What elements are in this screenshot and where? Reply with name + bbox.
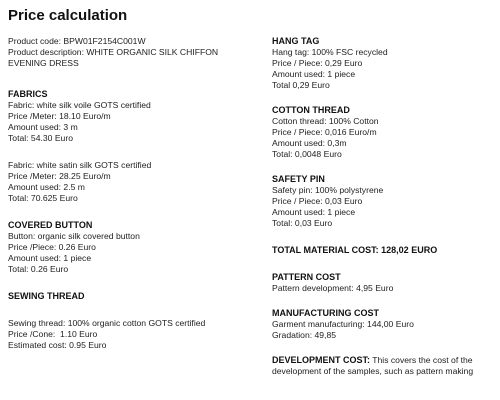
page-title: Price calculation	[8, 7, 128, 24]
covered-button-heading: COVERED BUTTON	[8, 220, 93, 230]
fabric-amount: Amount used: 2.5 m	[8, 182, 85, 192]
safety-pin-name: Safety pin: 100% polystyrene	[272, 185, 384, 195]
fabric-name: Fabric: white satin silk GOTS certified	[8, 160, 152, 170]
manufacturing-cost-heading: MANUFACTURING COST	[272, 308, 379, 318]
button-amount: Amount used: 1 piece	[8, 253, 92, 263]
fabric-amount: Amount used: 3 m	[8, 122, 78, 132]
fabric-total: Total: 70.625 Euro	[8, 193, 78, 203]
fabric-price: Price /Meter: 18.10 Euro/m	[8, 111, 111, 121]
button-total: Total: 0.26 Euro	[8, 264, 69, 274]
right-column	[272, 36, 496, 377]
hang-tag-heading: HANG TAG	[272, 36, 320, 46]
left-column	[8, 36, 248, 351]
cotton-thread-heading: COTTON THREAD	[272, 105, 350, 115]
fabric-name: Fabric: white silk voile GOTS certified	[8, 100, 151, 110]
safety-pin-heading: SAFETY PIN	[272, 174, 325, 184]
fabric-total: Total: 54.30 Euro	[8, 133, 73, 143]
product-description: Product description: WHITE ORGANIC SILK CHIFFON EVENING DRESS	[8, 47, 219, 68]
button-name: Button: organic silk covered button	[8, 231, 140, 241]
hang-tag-name: Hang tag: 100% FSC recycled	[272, 47, 388, 57]
product-code: Product code: BPW01F2154C001W	[8, 36, 146, 46]
development-cost-heading: DEVELOPMENT COST:	[272, 355, 371, 365]
safety-pin-price: Price / Piece: 0,03 Euro	[272, 196, 363, 206]
cotton-thread-amount: Amount used: 0,3m	[272, 138, 347, 148]
button-price: Price /Piece: 0.26 Euro	[8, 242, 96, 252]
development-cost-text: This covers the cost of the development of the samples, such as pattern making	[272, 355, 474, 376]
fabrics-heading: FABRICS	[8, 89, 48, 99]
fabric-block	[8, 100, 248, 144]
development-cost	[272, 355, 496, 377]
fabric-block	[8, 160, 248, 204]
sewing-thread-estimated: Estimated cost: 0.95 Euro	[8, 340, 107, 350]
cotton-thread-name: Cotton thread: 100% Cotton	[272, 116, 379, 126]
sewing-thread-heading: SEWING THREAD	[8, 291, 85, 301]
pattern-cost-line: Pattern development: 4,95 Euro	[272, 283, 394, 293]
fabric-price: Price /Meter: 28.25 Euro/m	[8, 171, 111, 181]
hang-tag-price: Price / Piece: 0,29 Euro	[272, 58, 363, 68]
sewing-thread-price: Price /Cone: 1.10 Euro	[8, 329, 98, 339]
safety-pin-total: Total: 0,03 Euro	[272, 218, 333, 228]
gradation: Gradation: 49,85	[272, 330, 337, 340]
sewing-thread-name: Sewing thread: 100% organic cotton GOTS certified	[8, 318, 206, 328]
cotton-thread-total: Total: 0,0048 Euro	[272, 149, 342, 159]
total-material-cost: TOTAL MATERIAL COST: 128,02 EURO	[272, 245, 438, 255]
pattern-cost-heading: PATTERN COST	[272, 272, 341, 282]
hang-tag-total: Total 0,29 Euro	[272, 80, 330, 90]
hang-tag-amount: Amount used: 1 piece	[272, 69, 356, 79]
cotton-thread-price: Price / Piece: 0,016 Euro/m	[272, 127, 377, 137]
garment-manufacturing: Garment manufacturing: 144,00 Euro	[272, 319, 414, 329]
safety-pin-amount: Amount used: 1 piece	[272, 207, 356, 217]
